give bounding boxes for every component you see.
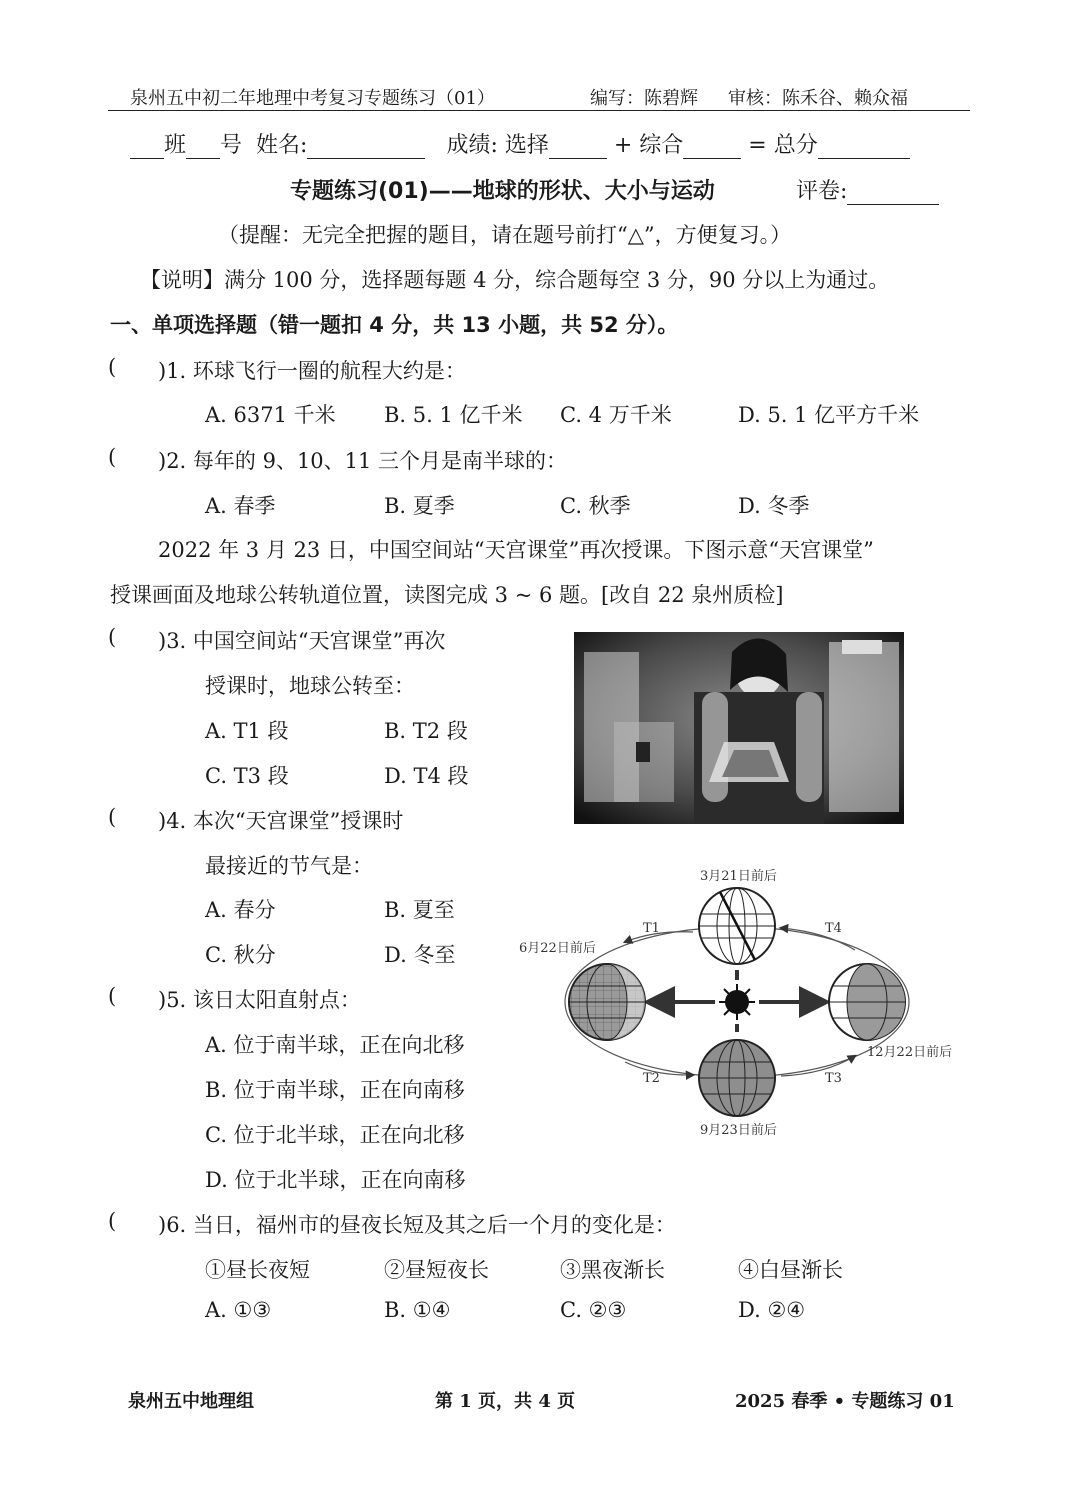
passage-line-2: 授课画面及地球公转轨道位置，读图完成 3 ~ 6 题。[改自 22 泉州质检] [110, 583, 784, 607]
q4-option-c: C. 秋分 [205, 943, 276, 967]
earth-right [829, 964, 905, 1040]
q1-option-b: B. 5. 1 亿千米 [384, 403, 523, 427]
q2-option-b: B. 夏季 [384, 494, 455, 518]
header-title: 泉州五中初二年地理中考复习专题练习（01） [130, 88, 495, 109]
q2-option-c: C. 秋季 [560, 494, 631, 518]
grader-label: 评卷: [796, 179, 848, 204]
footer-right: 2025 春季 • 专题练习 01 [735, 1391, 955, 1412]
comprehensive-score-blank[interactable] [683, 136, 741, 159]
q6-item-4: ④白昼渐长 [738, 1258, 843, 1282]
reminder-text: （提醒：无完全把握的题目，请在题号前打“△”，方便复习。） [218, 223, 792, 247]
header-rule [108, 110, 970, 111]
sun-icon [719, 984, 755, 1020]
q4-stem-1: )4. 本次“天宫课堂”授课时 [158, 809, 404, 833]
plus-label: + 综合 [613, 133, 684, 158]
q2-option-a: A. 春季 [205, 494, 276, 518]
earth-left [569, 964, 645, 1040]
page-title: 专题练习(01)——地球的形状、大小与运动 [290, 179, 715, 204]
orbit-diagram [515, 862, 975, 1147]
q6-paren: ( [108, 1209, 117, 1233]
q1-option-c: C. 4 万千米 [560, 403, 672, 427]
label-mar21: 3月21日前后 [700, 869, 777, 884]
q3-option-b: B. T2 段 [384, 719, 468, 743]
q3-option-c: C. T3 段 [205, 764, 289, 788]
q6-option-b: B. ①④ [384, 1298, 451, 1322]
class-blank[interactable] [130, 136, 164, 159]
q6-stem: )6. 当日，福州市的昼夜长短及其之后一个月的变化是： [158, 1213, 676, 1237]
total-label: = 总分 [748, 133, 818, 158]
q1-paren: ( [108, 355, 117, 379]
q3-option-d: D. T4 段 [384, 764, 469, 788]
grader-blank[interactable] [847, 182, 939, 205]
class-label: 班 [164, 133, 187, 158]
total-score-blank[interactable] [818, 136, 910, 159]
q2-option-d: D. 冬季 [738, 494, 810, 518]
q6-option-d: D. ②④ [738, 1298, 806, 1322]
header-reviewer: 审核：陈禾谷、赖众福 [728, 88, 908, 109]
number-blank[interactable] [186, 136, 220, 159]
classroom-photo [574, 632, 904, 824]
number-label: 号 [220, 133, 243, 158]
grader-field [796, 174, 939, 205]
note-text: 【说明】满分 100 分，选择题每题 4 分，综合题每空 3 分，90 分以上为通过。 [140, 268, 890, 292]
label-t2: T2 [643, 1071, 660, 1086]
earth-top [699, 888, 775, 964]
passage-line-1: 2022 年 3 月 23 日，中国空间站“天宫课堂”再次授课。下图示意“天宫课堂” [158, 538, 874, 562]
name-blank[interactable] [307, 136, 425, 159]
q4-stem-2: 最接近的节气是： [205, 854, 373, 878]
score-label: 成绩: 选择 [446, 133, 549, 158]
section-heading: 一、单项选择题（错一题扣 4 分，共 13 小题，共 52 分）。 [110, 313, 679, 337]
q4-paren: ( [108, 805, 117, 829]
label-t3: T3 [825, 1071, 842, 1086]
q2-paren: ( [108, 445, 117, 469]
q6-option-a: A. ①③ [205, 1298, 272, 1322]
q1-stem: )1. 环球飞行一圈的航程大约是： [158, 359, 466, 383]
q5-option-c: C. 位于北半球，正在向北移 [205, 1123, 465, 1147]
q6-item-3: ③黑夜渐长 [560, 1258, 665, 1282]
q3-option-a: A. T1 段 [205, 719, 289, 743]
q6-item-1: ①昼长夜短 [205, 1258, 310, 1282]
label-t4: T4 [825, 921, 842, 936]
name-label: 姓名: [256, 133, 308, 158]
label-dec22: 12月22日前后 [867, 1045, 953, 1060]
info-line [130, 128, 910, 159]
label-sep23: 9月23日前后 [700, 1123, 777, 1138]
footer-page: 第 1 页，共 4 页 [435, 1391, 576, 1412]
q3-paren: ( [108, 625, 117, 649]
earth-bottom [699, 1040, 775, 1116]
label-t1: T1 [643, 921, 660, 936]
q4-option-b: B. 夏至 [384, 898, 455, 922]
q5-paren: ( [108, 984, 117, 1008]
q5-stem: )5. 该日太阳直射点： [158, 988, 361, 1012]
q4-option-a: A. 春分 [205, 898, 276, 922]
q3-stem-2: 授课时，地球公转至： [205, 674, 415, 698]
header-editor: 编写：陈碧辉 [590, 88, 698, 109]
q5-option-b: B. 位于南半球，正在向南移 [205, 1078, 465, 1102]
q5-option-a: A. 位于南半球，正在向北移 [205, 1033, 465, 1057]
q4-option-d: D. 冬至 [384, 943, 456, 967]
q1-option-d: D. 5. 1 亿平方千米 [738, 403, 920, 427]
choice-score-blank[interactable] [549, 136, 607, 159]
q2-stem: )2. 每年的 9、10、11 三个月是南半球的： [158, 449, 568, 473]
q5-option-d: D. 位于北半球，正在向南移 [205, 1168, 466, 1192]
label-jun22: 6月22日前后 [519, 941, 596, 956]
q1-option-a: A. 6371 千米 [205, 403, 336, 427]
q3-stem-1: )3. 中国空间站“天宫课堂”再次 [158, 629, 446, 653]
q6-option-c: C. ②③ [560, 1298, 627, 1322]
footer-left: 泉州五中地理组 [128, 1391, 254, 1412]
q6-item-2: ②昼短夜长 [384, 1258, 489, 1282]
